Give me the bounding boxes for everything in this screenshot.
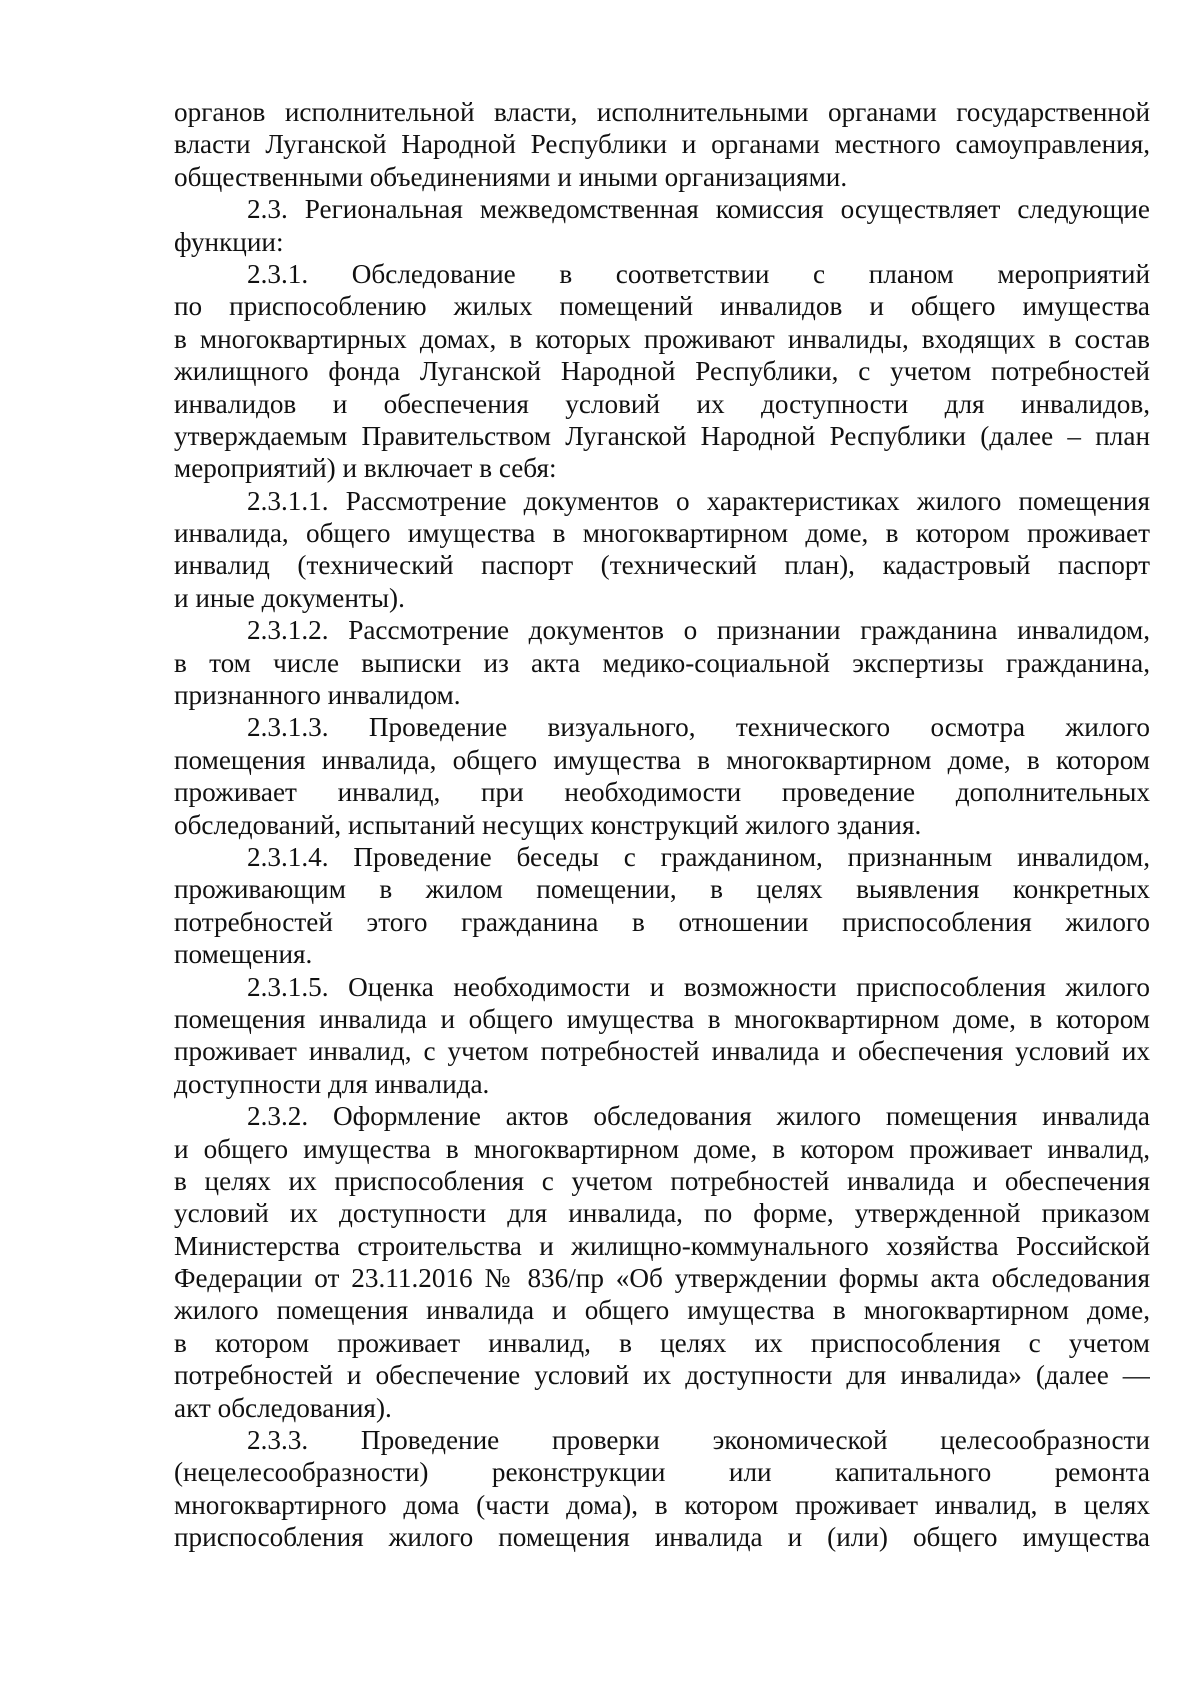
paragraph-start-line: 2.3.1.3. Проведение визуального, технического осмотра жилого	[247, 712, 1150, 743]
text-line: функции:	[174, 226, 284, 257]
text-line: утверждаемым Правительством Луганской Народной Республики (далее – план	[174, 420, 1150, 451]
text-line: приспособления жилого помещения инвалида и (или) общего имущества	[174, 1522, 1150, 1553]
paragraph-start-line: 2.3. Региональная межведомственная комиссия осуществляет следующие	[247, 194, 1150, 225]
paragraph-start-line: 2.3.2. Оформление актов обследования жилого помещения инвалида	[247, 1101, 1150, 1132]
paragraph-start-line: 2.3.1.2. Рассмотрение документов о признании гражданина инвалидом,	[247, 615, 1150, 646]
text-line: в том числе выписки из акта медико-социальной экспертизы гражданина,	[174, 647, 1150, 678]
text-line: власти Луганской Народной Республики и органами местного самоуправления,	[174, 129, 1150, 160]
text-line: потребностей и обеспечение условий их доступности для инвалида» (далее —	[174, 1360, 1150, 1391]
text-line: и иные документы).	[174, 582, 405, 613]
text-line: по приспособлению жилых помещений инвалидов и общего имущества	[174, 291, 1150, 322]
text-line: признанного инвалидом.	[174, 680, 461, 711]
text-line: общественными объединениями и иными организациями.	[174, 161, 848, 192]
document-body	[174, 96, 1150, 1554]
text-line: жилищного фонда Луганской Народной Республики, с учетом потребностей	[174, 356, 1150, 387]
text-line: инвалид (технический паспорт (технический план), кадастровый паспорт	[174, 550, 1150, 581]
text-line: потребностей этого гражданина в отношении приспособления жилого	[174, 906, 1150, 937]
paragraph-start-line: 2.3.1.4. Проведение беседы с гражданином, признанным инвалидом,	[247, 841, 1150, 872]
text-line: обследований, испытаний несущих конструкций жилого здания.	[174, 809, 922, 840]
text-line: органов исполнительной власти, исполнительными органами государственной	[174, 97, 1150, 127]
text-line: Министерства строительства и жилищно-коммунального хозяйства Российской	[174, 1230, 1150, 1261]
paragraph-start-line: 2.3.3. Проведение проверки экономической целесообразности	[247, 1425, 1150, 1456]
text-line: (нецелесообразности) реконструкции или капитального ремонта	[174, 1457, 1150, 1488]
text-line: многоквартирного дома (части дома), в котором проживает инвалид, в целях	[174, 1489, 1150, 1520]
text-line: в котором проживает инвалид, в целях их приспособления с учетом	[174, 1327, 1150, 1358]
text-line: проживает инвалид, с учетом потребностей инвалида и обеспечения условий их	[174, 1036, 1150, 1067]
text-line: доступности для инвалида.	[174, 1068, 490, 1099]
text-line: в целях их приспособления с учетом потребностей инвалида и обеспечения	[174, 1165, 1150, 1196]
text-line: проживающим в жилом помещении, в целях выявления конкретных	[174, 874, 1150, 905]
text-line: помещения инвалида и общего имущества в многоквартирном доме, в котором	[174, 1003, 1150, 1034]
text-line: инвалидов и обеспечения условий их доступности для инвалидов,	[174, 388, 1150, 419]
text-line: инвалида, общего имущества в многоквартирном доме, в котором проживает	[174, 518, 1150, 549]
text-line: условий их доступности для инвалида, по форме, утвержденной приказом	[174, 1198, 1150, 1229]
text-line: помещения.	[174, 939, 313, 970]
paragraph-start-line: 2.3.1.5. Оценка необходимости и возможности приспособления жилого	[247, 971, 1150, 1002]
text-line: проживает инвалид, при необходимости проведение дополнительных	[174, 777, 1150, 808]
text-line: и общего имущества в многоквартирном доме, в котором проживает инвалид,	[174, 1133, 1150, 1164]
text-line: акт обследования).	[174, 1392, 392, 1423]
paragraph-start-line: 2.3.1. Обследование в соответствии с планом мероприятий	[247, 258, 1150, 289]
text-line: в многоквартирных домах, в которых проживают инвалиды, входящих в состав	[174, 323, 1150, 354]
text-line: жилого помещения инвалида и общего имущества в многоквартирном доме,	[174, 1295, 1150, 1326]
paragraph-start-line: 2.3.1.1. Рассмотрение документов о характеристиках жилого помещения	[247, 485, 1150, 516]
text-line: помещения инвалида, общего имущества в многоквартирном доме, в котором	[174, 744, 1150, 775]
text-line: мероприятий) и включает в себя:	[174, 453, 557, 484]
text-line: Федерации от 23.11.2016 № 836/пр «Об утверждении формы акта обследования	[174, 1263, 1150, 1294]
